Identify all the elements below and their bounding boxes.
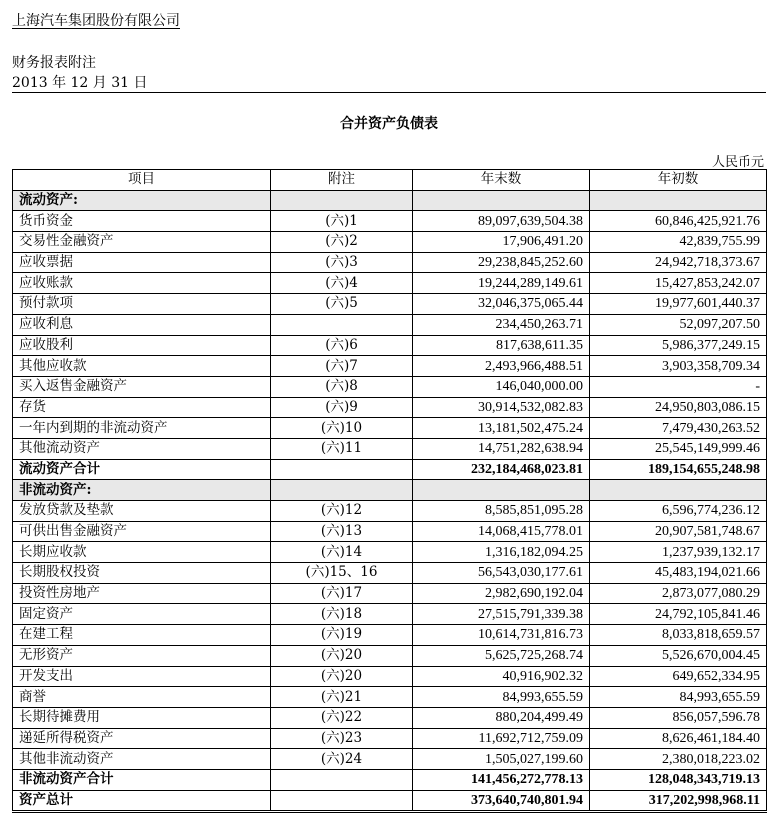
note-cell: (六)15、16 — [271, 563, 413, 584]
note-cell — [271, 480, 413, 501]
item-cell: 买入返售金融资产 — [13, 376, 271, 397]
item-cell: 非流动资产合计 — [13, 769, 271, 790]
table-row — [13, 728, 767, 749]
note-cell: (六)4 — [271, 273, 413, 294]
year-begin-value: 3,903,358,709.34 — [590, 356, 767, 377]
year-begin-value: 84,993,655.59 — [590, 687, 767, 708]
item-cell: 预付款项 — [13, 294, 271, 315]
section-row — [13, 190, 767, 211]
year-end-value: 373,640,740,801.94 — [413, 790, 590, 812]
note-cell: (六)7 — [271, 356, 413, 377]
statement-title: 合并资产负债表 — [340, 116, 438, 132]
year-begin-value: 6,596,774,236.12 — [590, 501, 767, 522]
item-cell: 无形资产 — [13, 645, 271, 666]
item-cell: 发放贷款及垫款 — [13, 501, 271, 522]
year-begin-value: 189,154,655,248.98 — [590, 459, 767, 480]
table-row — [13, 625, 767, 646]
year-end-value: 141,456,272,778.13 — [413, 769, 590, 790]
item-cell: 长期待摊费用 — [13, 707, 271, 728]
year-begin-value: 8,626,461,184.40 — [590, 728, 767, 749]
table-row — [13, 666, 767, 687]
note-cell: (六)20 — [271, 645, 413, 666]
note-cell: (六)11 — [271, 438, 413, 459]
note-cell: (六)12 — [271, 501, 413, 522]
table-row — [13, 687, 767, 708]
year-begin-value: 2,380,018,223.02 — [590, 749, 767, 770]
item-cell: 长期应收款 — [13, 542, 271, 563]
year-end-value: 13,181,502,475.24 — [413, 418, 590, 439]
item-cell: 一年内到期的非流动资产 — [13, 418, 271, 439]
note-cell: (六)20 — [271, 666, 413, 687]
balance-sheet-table — [12, 169, 767, 813]
note-cell: (六)3 — [271, 252, 413, 273]
table-row — [13, 356, 767, 377]
year-begin-value: 5,986,377,249.15 — [590, 335, 767, 356]
table-row — [13, 542, 767, 563]
table-row — [13, 314, 767, 335]
year-end-value: 10,614,731,816.73 — [413, 625, 590, 646]
year-end-value: 880,204,499.49 — [413, 707, 590, 728]
table-row — [13, 294, 767, 315]
item-cell: 长期股权投资 — [13, 563, 271, 584]
item-cell: 其他应收款 — [13, 356, 271, 377]
table-row — [13, 211, 767, 232]
year-end-value: 234,450,263.71 — [413, 314, 590, 335]
item-cell: 应收票据 — [13, 252, 271, 273]
column-header-note: 附注 — [271, 170, 413, 191]
year-end-value: 30,914,532,082.83 — [413, 397, 590, 418]
year-end-value — [413, 480, 590, 501]
year-end-value: 2,982,690,192.04 — [413, 583, 590, 604]
year-begin-value: 24,792,105,841.46 — [590, 604, 767, 625]
year-end-value: 14,068,415,778.01 — [413, 521, 590, 542]
item-cell: 非流动资产: — [13, 480, 271, 501]
note-cell: (六)2 — [271, 232, 413, 253]
year-end-value: 817,638,611.35 — [413, 335, 590, 356]
year-begin-value: 128,048,343,719.13 — [590, 769, 767, 790]
year-begin-value: 24,950,803,086.15 — [590, 397, 767, 418]
item-cell: 开发支出 — [13, 666, 271, 687]
year-begin-value — [590, 480, 767, 501]
table-row — [13, 438, 767, 459]
note-cell — [271, 190, 413, 211]
item-cell: 应收股利 — [13, 335, 271, 356]
item-cell: 资产总计 — [13, 790, 271, 812]
note-cell: (六)1 — [271, 211, 413, 232]
year-end-value: 232,184,468,023.81 — [413, 459, 590, 480]
table-row — [13, 501, 767, 522]
note-cell: (六)22 — [271, 707, 413, 728]
year-end-value: 2,493,966,488.51 — [413, 356, 590, 377]
table-row — [13, 252, 767, 273]
year-end-value: 19,244,289,149.61 — [413, 273, 590, 294]
year-begin-value: 2,873,077,080.29 — [590, 583, 767, 604]
notes-label: 财务报表附注 — [12, 55, 96, 71]
year-end-value: 56,543,030,177.61 — [413, 563, 590, 584]
note-cell: (六)14 — [271, 542, 413, 563]
item-cell: 投资性房地产 — [13, 583, 271, 604]
year-begin-value: 60,846,425,921.76 — [590, 211, 767, 232]
year-end-value: 11,692,712,759.09 — [413, 728, 590, 749]
year-end-value: 14,751,282,638.94 — [413, 438, 590, 459]
company-name: 上海汽车集团股份有限公司 — [12, 13, 180, 29]
year-begin-value: 856,057,596.78 — [590, 707, 767, 728]
item-cell: 其他非流动资产 — [13, 749, 271, 770]
year-end-value: 146,040,000.00 — [413, 376, 590, 397]
note-cell — [271, 769, 413, 790]
table-row — [13, 563, 767, 584]
year-end-value: 84,993,655.59 — [413, 687, 590, 708]
note-cell: (六)8 — [271, 376, 413, 397]
year-end-value — [413, 190, 590, 211]
header-divider — [12, 92, 766, 93]
note-cell: (六)17 — [271, 583, 413, 604]
table-row — [13, 273, 767, 294]
item-cell: 流动资产: — [13, 190, 271, 211]
year-begin-value: 649,652,334.95 — [590, 666, 767, 687]
year-begin-value: 19,977,601,440.37 — [590, 294, 767, 315]
year-begin-value: 20,907,581,748.67 — [590, 521, 767, 542]
note-cell: (六)19 — [271, 625, 413, 646]
table-row — [13, 521, 767, 542]
currency-unit: 人民币元 — [711, 155, 764, 170]
year-end-value: 89,097,639,504.38 — [413, 211, 590, 232]
column-header-item: 项目 — [13, 170, 271, 191]
year-end-value: 27,515,791,339.38 — [413, 604, 590, 625]
year-begin-value: 52,097,207.50 — [590, 314, 767, 335]
year-end-value: 5,625,725,268.74 — [413, 645, 590, 666]
item-cell: 递延所得税资产 — [13, 728, 271, 749]
item-cell: 应收利息 — [13, 314, 271, 335]
year-begin-value: 8,033,818,659.57 — [590, 625, 767, 646]
year-end-value: 8,585,851,095.28 — [413, 501, 590, 522]
note-cell: (六)10 — [271, 418, 413, 439]
table-row — [13, 376, 767, 397]
year-end-value: 1,505,027,199.60 — [413, 749, 590, 770]
column-header-year-begin: 年初数 — [590, 170, 767, 191]
year-begin-value: 24,942,718,373.67 — [590, 252, 767, 273]
item-cell: 固定资产 — [13, 604, 271, 625]
note-cell: (六)18 — [271, 604, 413, 625]
year-begin-value: 7,479,430,263.52 — [590, 418, 767, 439]
table-row — [13, 604, 767, 625]
total-row — [13, 769, 767, 790]
table-row — [13, 707, 767, 728]
table-row — [13, 645, 767, 666]
item-cell: 商誉 — [13, 687, 271, 708]
total-row — [13, 459, 767, 480]
year-end-value: 40,916,902.32 — [413, 666, 590, 687]
total-row — [13, 790, 767, 812]
year-begin-value: 317,202,998,968.11 — [590, 790, 767, 812]
note-cell: (六)13 — [271, 521, 413, 542]
year-begin-value: 15,427,853,242.07 — [590, 273, 767, 294]
year-begin-value: 5,526,670,004.45 — [590, 645, 767, 666]
item-cell: 其他流动资产 — [13, 438, 271, 459]
note-cell: (六)21 — [271, 687, 413, 708]
note-cell: (六)23 — [271, 728, 413, 749]
note-cell: (六)5 — [271, 294, 413, 315]
item-cell: 存货 — [13, 397, 271, 418]
table-row — [13, 583, 767, 604]
table-row — [13, 397, 767, 418]
table-row — [13, 335, 767, 356]
year-begin-value: - — [590, 376, 767, 397]
year-begin-value: 1,237,939,132.17 — [590, 542, 767, 563]
year-begin-value — [590, 190, 767, 211]
item-cell: 交易性金融资产 — [13, 232, 271, 253]
item-cell: 货币资金 — [13, 211, 271, 232]
year-end-value: 17,906,491.20 — [413, 232, 590, 253]
table-row — [13, 749, 767, 770]
item-cell: 应收账款 — [13, 273, 271, 294]
table-row — [13, 418, 767, 439]
note-cell: (六)24 — [271, 749, 413, 770]
year-begin-value: 42,839,755.99 — [590, 232, 767, 253]
year-end-value: 29,238,845,252.60 — [413, 252, 590, 273]
table-row — [13, 232, 767, 253]
item-cell: 流动资产合计 — [13, 459, 271, 480]
item-cell: 可供出售金融资产 — [13, 521, 271, 542]
note-cell — [271, 459, 413, 480]
column-header-year-end: 年末数 — [413, 170, 590, 191]
year-end-value: 1,316,182,094.25 — [413, 542, 590, 563]
note-cell: (六)6 — [271, 335, 413, 356]
year-end-value: 32,046,375,065.44 — [413, 294, 590, 315]
note-cell: (六)9 — [271, 397, 413, 418]
section-row — [13, 480, 767, 501]
report-date: 2013 年 12 月 31 日 — [12, 75, 148, 91]
year-begin-value: 25,545,149,999.46 — [590, 438, 767, 459]
note-cell — [271, 790, 413, 812]
year-begin-value: 45,483,194,021.66 — [590, 563, 767, 584]
table-header-row — [13, 170, 767, 191]
item-cell: 在建工程 — [13, 625, 271, 646]
note-cell — [271, 314, 413, 335]
